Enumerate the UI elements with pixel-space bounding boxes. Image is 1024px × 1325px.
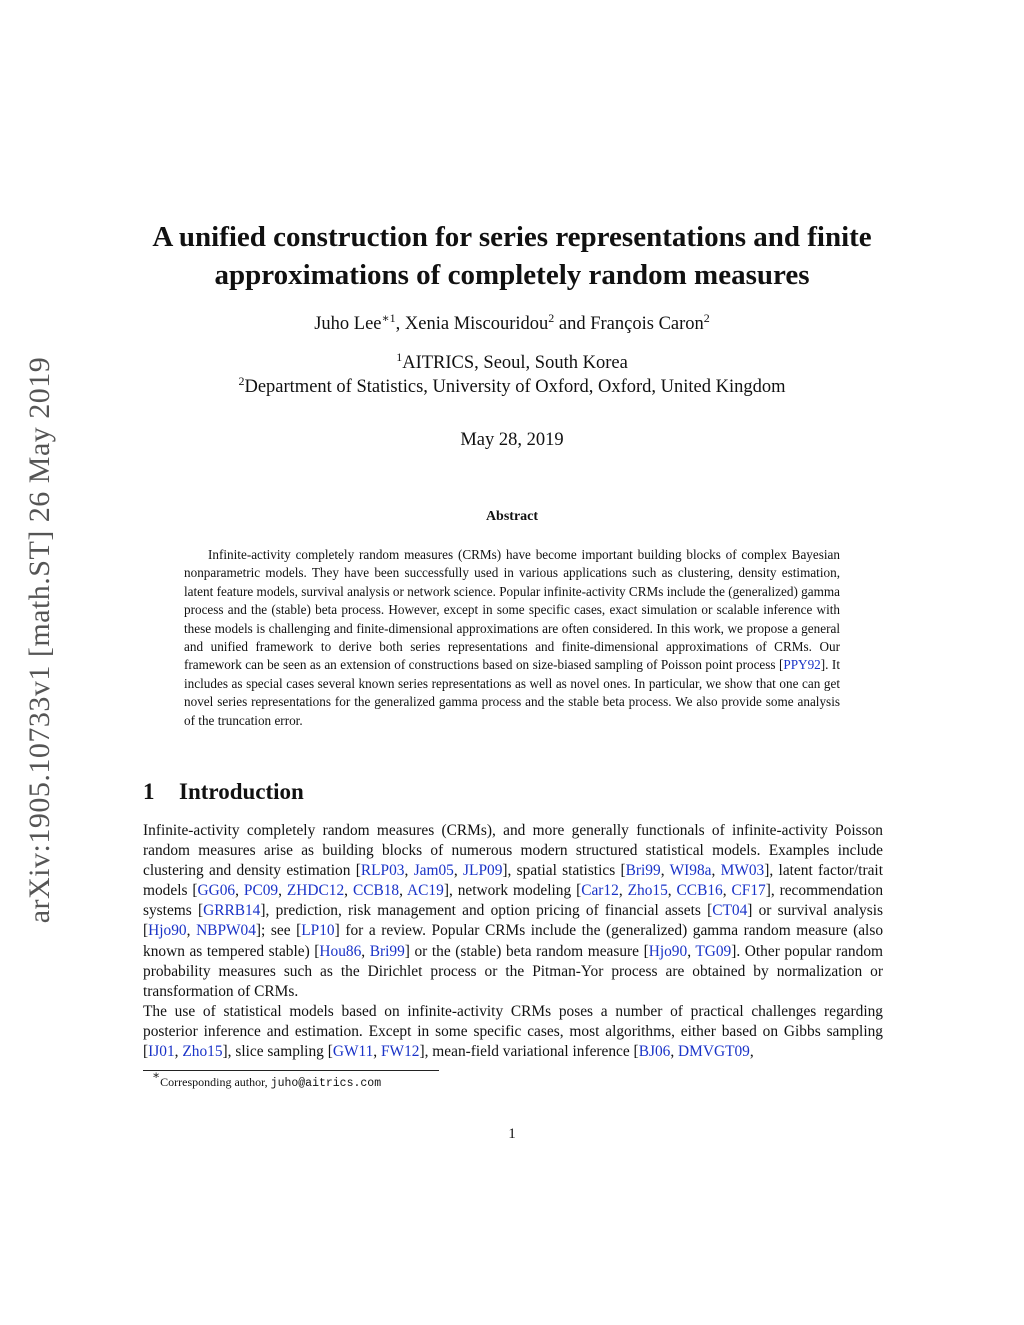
paragraph-text: ] or survival analysis [ xyxy=(143,902,884,940)
citation-link[interactable]: Zho15 xyxy=(627,882,668,900)
author-3-mark: 2 xyxy=(703,311,710,325)
abstract-body xyxy=(184,546,840,730)
paragraph-text: , xyxy=(453,862,464,880)
paragraph-text: ]; see [ xyxy=(255,922,302,940)
paragraph-text: ], recommendation systems [ xyxy=(143,882,884,920)
citation-link[interactable]: PC09 xyxy=(243,882,279,900)
paragraph xyxy=(143,821,883,1002)
paragraph-text: , xyxy=(186,922,197,940)
affiliation-mark: 2 xyxy=(238,374,245,388)
paragraph-text: ], network modeling [ xyxy=(443,882,582,900)
paragraph-text: The use of statistical models based on infinite-activity CRMs poses a number of practical challenges regarding posterior inference and estimation. Except in some specific cases, most algorithms, either based on Gibbs sampling [ xyxy=(143,1002,883,1061)
paragraph-text: ]. Other popular random probability measures such as the Dirichlet process or the Pitman-Yor process are obtained by normalization or transformation of CRMs. xyxy=(143,942,883,1000)
paragraph-text: , xyxy=(278,882,287,900)
paragraph-text: ], slice sampling [ xyxy=(222,1043,333,1061)
citation-link[interactable]: GG06 xyxy=(197,882,236,900)
paragraph-text: , xyxy=(344,882,353,900)
author-2-mark: 2 xyxy=(548,311,555,325)
citation-link[interactable]: Car12 xyxy=(581,882,619,900)
author-list xyxy=(120,311,904,337)
affiliation-2 xyxy=(120,375,904,399)
author-separator: and xyxy=(554,314,591,334)
footnote-rule xyxy=(143,1070,439,1071)
citation-link[interactable]: WI98a xyxy=(669,862,712,880)
author-2: Xenia Miscouridou xyxy=(404,314,549,334)
paragraph-text: , xyxy=(399,882,408,900)
title-line-1: A unified construction for series representations and finite xyxy=(152,221,872,253)
author-3: François Caron xyxy=(590,314,704,334)
paragraph-text: ], spatial statistics [ xyxy=(502,862,626,880)
arxiv-identifier-text: arXiv:1905.10733v1 [math.ST] 26 May 2019 xyxy=(23,356,56,924)
citation-link[interactable]: FW12 xyxy=(381,1043,420,1061)
paragraph-text: , xyxy=(373,1043,381,1061)
affiliation-1 xyxy=(120,351,904,375)
footnote xyxy=(152,1068,382,1092)
citation-link[interactable]: PPY92 xyxy=(783,657,821,673)
citation-link[interactable]: AC19 xyxy=(407,882,444,900)
paragraph-text: , xyxy=(687,942,696,960)
page-number: 1 xyxy=(508,1126,516,1142)
citation-link[interactable]: Jam05 xyxy=(413,862,454,880)
citation-link[interactable]: DMVGT09 xyxy=(678,1043,750,1061)
footnote-mark: ∗ xyxy=(152,1068,161,1082)
citation-link[interactable]: Hjo90 xyxy=(148,922,187,940)
citation-link[interactable]: Zho15 xyxy=(182,1043,223,1061)
abstract-text: Infinite-activity completely random measures (CRMs) have become important building blocks of complex Bayesian nonparametric models. They have been successfully used in various applications such as clustering, density estimation, latent feature models, survival analysis or network science. Popular infinite-activity CRMs include the (generalized) gamma process and the (stable) beta process. However, except in some specific cases, exact simulation or scalable inference with these models is challenging and finite-dimensional approximations are often considered. In this work, we propose a general and unified framework to derive both series representations and finite-dimensional approximations of CRMs. Our framework can be seen as an extension of constructions based on size-biased sampling of Poisson point process [ xyxy=(184,547,840,673)
section-title: Introduction xyxy=(179,779,304,804)
citation-link[interactable]: Hjo90 xyxy=(648,942,688,960)
paragraph-text: , xyxy=(667,882,677,900)
paragraph-text: , xyxy=(660,862,670,880)
paragraph-text: , xyxy=(404,862,414,880)
citation-link[interactable]: CF17 xyxy=(731,882,766,900)
paragraph-text: , xyxy=(235,882,244,900)
paragraph-text: , xyxy=(361,942,370,960)
paragraph-text: , xyxy=(722,882,732,900)
paragraph-text: , xyxy=(711,862,721,880)
affiliation-mark: 1 xyxy=(396,350,403,364)
citation-link[interactable]: IJ01 xyxy=(148,1043,175,1061)
author-1-mark: ∗1 xyxy=(381,311,396,325)
citation-link[interactable]: BJ06 xyxy=(638,1043,671,1061)
paragraph-text: , xyxy=(618,882,628,900)
section-number: 1 xyxy=(143,779,155,804)
affiliations xyxy=(120,351,904,399)
paragraph-text: , xyxy=(749,1043,754,1061)
paragraph-text: ] or the (stable) beta random measure [ xyxy=(404,942,649,960)
paragraph-text: ] for a review. Popular CRMs include the (generalized) gamma random measure (also known as tempered stable) [ xyxy=(143,922,884,960)
publication-date: May 28, 2019 xyxy=(460,430,564,450)
author-separator: , xyxy=(395,314,405,334)
title-line-2: approximations of completely random measures xyxy=(214,259,810,291)
citation-link[interactable]: Bri99 xyxy=(369,942,405,960)
section-heading xyxy=(143,777,304,807)
author-1: Juho Lee xyxy=(314,314,382,334)
footnote-email[interactable]: juho@aitrics.com xyxy=(270,1077,382,1090)
citation-link[interactable]: GW11 xyxy=(332,1043,374,1061)
paper-title xyxy=(120,218,904,294)
citation-link[interactable]: NBPW04 xyxy=(196,922,256,940)
citation-link[interactable]: JLP09 xyxy=(463,862,503,880)
citation-link[interactable]: Hou86 xyxy=(319,942,362,960)
affiliation-text: Department of Statistics, University of Oxford, Oxford, United Kingdom xyxy=(244,377,786,397)
citation-link[interactable]: CCB16 xyxy=(676,882,723,900)
citation-link[interactable]: TG09 xyxy=(695,942,732,960)
abstract-text: ]. It includes as special cases several known series representations as well as novel ones. In particular, we show that one can get novel series representations for the generalized gamma process and the stable beta process. We also provide some analysis of the truncation error. xyxy=(184,657,840,728)
paragraph-text: ], latent factor/trait models [ xyxy=(143,862,883,900)
paragraph xyxy=(143,1002,883,1062)
body-text xyxy=(143,821,883,1062)
paragraph-text: ], prediction, risk management and option pricing of financial assets [ xyxy=(260,902,713,920)
footnote-text: Corresponding author, xyxy=(160,1075,271,1089)
citation-link[interactable]: GRRB14 xyxy=(203,902,261,920)
paragraph-text: , xyxy=(174,1043,183,1061)
citation-link[interactable]: ZHDC12 xyxy=(286,882,345,900)
affiliation-text: AITRICS, Seoul, South Korea xyxy=(402,353,628,373)
citation-link[interactable]: CCB18 xyxy=(352,882,400,900)
paragraph-text: Infinite-activity completely random measures (CRMs), and more generally functionals of infinite-activity Poisson random measures arise as building blocks of numerous modern structured statistical models. Examples include clustering and density estimation [ xyxy=(143,822,883,880)
abstract-heading: Abstract xyxy=(485,509,539,524)
abstract xyxy=(184,546,840,730)
citation-link[interactable]: LP10 xyxy=(301,922,335,940)
paragraph-text: ], mean-field variational inference [ xyxy=(419,1043,639,1061)
paragraph-text: , xyxy=(670,1043,679,1061)
citation-link[interactable]: CT04 xyxy=(712,902,748,920)
citation-link[interactable]: Bri99 xyxy=(625,862,661,880)
citation-link[interactable]: MW03 xyxy=(720,862,765,880)
citation-link[interactable]: RLP03 xyxy=(360,862,405,880)
